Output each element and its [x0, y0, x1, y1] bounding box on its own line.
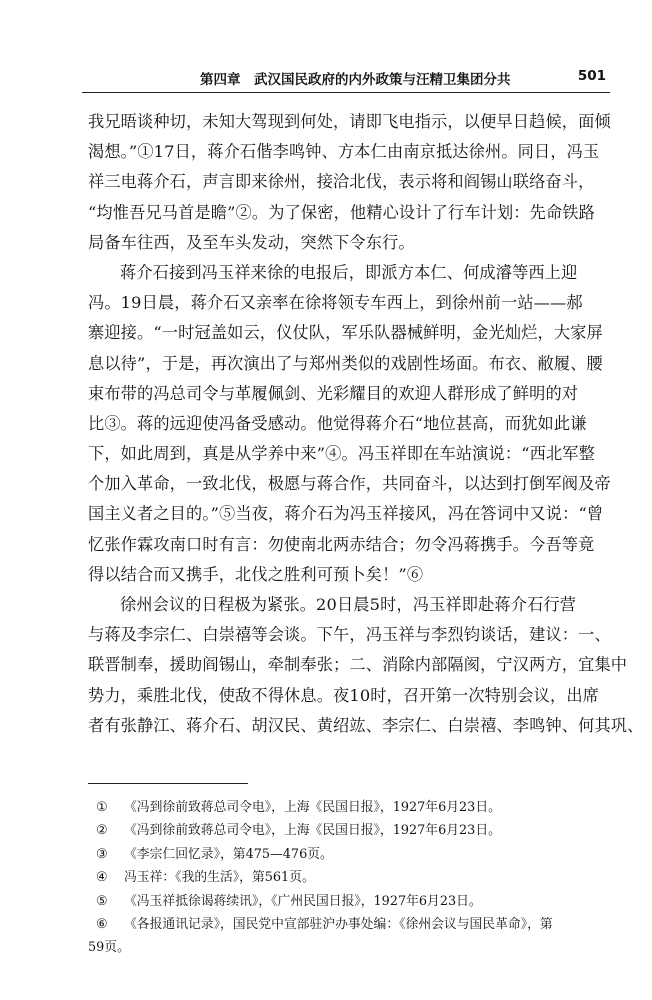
text-line: 下，如此周到，真是从学养中来”④。冯玉祥即在车站演说：“西北军整	[88, 444, 595, 464]
footnote-text: 《李宗仁回忆录》，第475—476页。	[124, 846, 333, 862]
footnote-text: 《冯到徐前致蒋总司令电》，上海《民国日报》，1927年6月23日。	[124, 823, 501, 839]
footnote	[88, 913, 612, 936]
text-line: 个加入革命，一致北伐，极愿与蒋合作，共同奋斗，以达到打倒军阀及帝	[88, 474, 611, 494]
text-line: 者有张静江、蒋介石、胡汉民、黄绍竑、李宗仁、白崇禧、李鸣钟、何其巩、	[88, 715, 644, 735]
text-line: 束布带的冯总司令与革履佩剑、光彩耀目的欢迎人群形成了鲜明的对	[88, 383, 579, 403]
footnote-text: 《各报通讯记录》，国民党中宣部驻沪办事处编：《徐州会议与国民革命》，第	[124, 916, 553, 932]
text-line: 联晋制奉，援助阎锡山，牵制奉张；二、消除内部隔阂，宁汉两方，宜集中	[88, 655, 628, 675]
text-line: 国主义者之目的。”⑤当夜，蒋介石为冯玉祥接风，冯在答词中又说：“曾	[88, 504, 604, 524]
footnote-marker: ③	[96, 846, 108, 862]
footnote	[88, 819, 612, 842]
text-line: 忆张作霖攻南口时有言：勿使南北两赤结合；勿令冯蒋携手。今吾等竟	[88, 534, 595, 554]
text-line: 蒋介石接到冯玉祥来徐的电报后，即派方本仁、何成濬等西上迎	[120, 262, 578, 282]
footnote-marker: ①	[96, 800, 108, 815]
text-line: 息以待”，于是，再次演出了与郑州类似的戏剧性场面。布衣、敝履、腰	[88, 353, 603, 373]
footnote	[88, 866, 612, 889]
text-line: 寨迎接。“一时冠盖如云，仪仗队，军乐队器械鲜明，金光灿烂，大家屏	[88, 323, 603, 343]
text-line: 势力，乘胜北伐，使敌不得休息。夜10时，召开第一次特别会议，出席	[88, 685, 600, 705]
footnote-marker: ④	[96, 870, 108, 886]
page-number: 501	[577, 68, 606, 84]
text-line: 与蒋及李宗仁、白崇禧等会谈。下午，冯玉祥与李烈钧谈话，建议：一、	[88, 625, 611, 645]
text-line: “均惟吾兄马首是瞻”②。为了保密，他精心设计了行车计划：先命铁路	[88, 202, 595, 222]
text-line: 局备车往西，及至车头发动，突然下令东行。	[88, 232, 415, 252]
text-line: 徐州会议的日程极为紧张。20日晨5时，冯玉祥即赴蒋介石行营	[120, 595, 577, 614]
footnote-rule	[88, 783, 248, 784]
footnote	[88, 796, 612, 819]
footnote-text: 《冯到徐前致蒋总司令电》，上海《民国日报》，1927年6月23日。	[124, 800, 501, 815]
footnote-marker: ⑤	[96, 893, 108, 909]
footnote	[88, 890, 612, 913]
footnote-text: 《冯玉祥抵徐谒蒋续讯》，《广州民国日报》，1927年6月23日。	[124, 893, 482, 909]
footnote-marker: ②	[96, 823, 108, 839]
footnote-text: 59页。	[88, 940, 130, 956]
footnote	[88, 843, 612, 866]
text-line: 冯。19日晨，蒋介石又亲率在徐将领专车西上，到徐州前一站——郝	[88, 293, 583, 313]
footnote-marker: ⑥	[96, 916, 108, 932]
footnote-text: 冯玉祥：《我的生活》，第561页。	[124, 870, 315, 886]
text-line: 祥三电蒋介石，声言即来徐州，接洽北伐，表示将和阎锡山联络奋斗，	[88, 172, 595, 192]
running-header	[82, 68, 610, 93]
text-line: 渴想。”①17日，蒋介石偕李鸣钟、方本仁由南京抵达徐州。同日，冯玉	[88, 142, 600, 162]
footnote	[88, 936, 612, 959]
text-line: 比③。蒋的远迎使冯备受感动。他觉得蒋介石“地位甚高，而犹如此谦	[88, 413, 587, 433]
chapter-title: 第四章 武汉国民政府的内外政策与汪精卫集团分共	[200, 72, 511, 88]
body-text	[88, 107, 644, 741]
text-line: 我兄晤谈种切，未知大驾现到何处，请即飞电指示，以便早日趋候，面倾	[88, 112, 611, 131]
text-line: 得以结合而又携手，北伐之胜利可预卜矣！”⑥	[88, 564, 424, 584]
footnotes	[88, 796, 612, 960]
